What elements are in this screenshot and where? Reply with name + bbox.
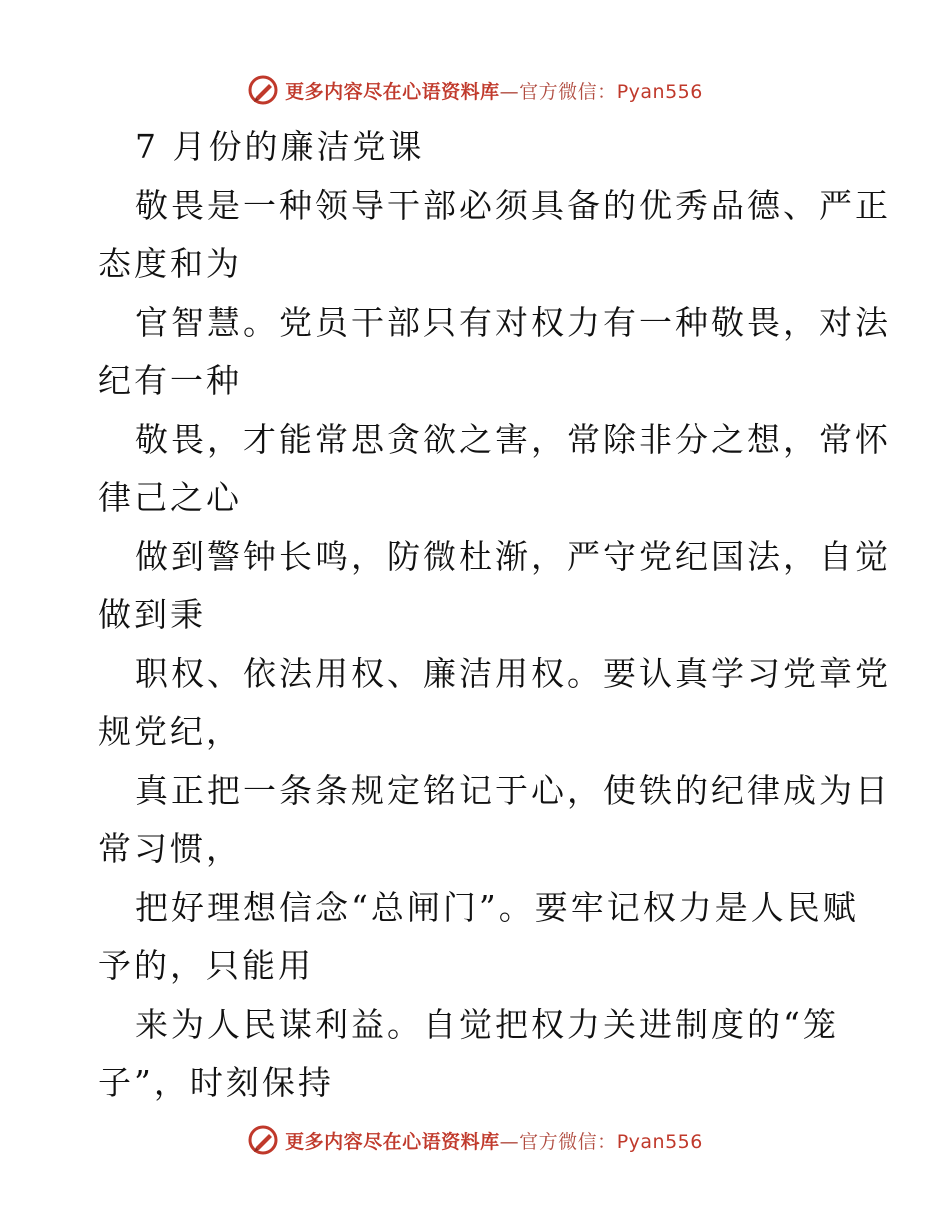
document-body xyxy=(98,118,891,1113)
text-line: 态度和为 xyxy=(98,244,242,283)
watermark-text xyxy=(285,77,703,104)
text-line: 真正把一条条规定铭记于心，使铁的纪律成为日 xyxy=(135,770,891,810)
watermark-main: 更多内容尽在心语资料库 xyxy=(285,1130,500,1153)
text-line: 子”，时刻保持 xyxy=(98,1063,334,1102)
text-line: 常习惯， xyxy=(98,829,242,868)
watermark-separator: —官方微信： xyxy=(499,80,617,103)
text-line: 纪有一种 xyxy=(98,361,242,400)
text-line: 律己之心 xyxy=(98,478,242,517)
watermark-separator: —官方微信： xyxy=(499,1130,617,1153)
text-line: 做到秉 xyxy=(98,595,206,634)
pen-logo-icon xyxy=(247,1124,279,1156)
watermark-id: Pyan556 xyxy=(616,80,703,103)
watermark-main: 更多内容尽在心语资料库 xyxy=(285,80,500,103)
text-line: 规党纪， xyxy=(98,712,242,751)
text-line: 敬畏，才能常思贪欲之害，常除非分之想，常怀 xyxy=(135,419,891,459)
text-line: 敬畏是一种领导干部必须具备的优秀品德、严正 xyxy=(135,185,891,225)
text-line: 做到警钟长鸣，防微杜渐，严守党纪国法，自觉 xyxy=(135,536,891,576)
text-line: 官智慧。党员干部只有对权力有一种敬畏，对法 xyxy=(135,302,891,342)
watermark-text xyxy=(285,1127,703,1154)
watermark-header xyxy=(0,72,950,108)
text-line: 来为人民谋利益。自觉把权力关进制度的“笼 xyxy=(135,1004,839,1044)
text-line: 把好理想信念“总闸门”。要牢记权力是人民赋 xyxy=(135,887,859,927)
text-line: 予的，只能用 xyxy=(98,946,314,985)
pen-logo-icon xyxy=(247,74,279,106)
text-line: 7 月份的廉洁党课 xyxy=(135,127,425,166)
watermark-footer xyxy=(0,1122,950,1158)
text-line: 职权、依法用权、廉洁用权。要认真学习党章党 xyxy=(135,653,891,693)
watermark-id: Pyan556 xyxy=(616,1130,703,1153)
